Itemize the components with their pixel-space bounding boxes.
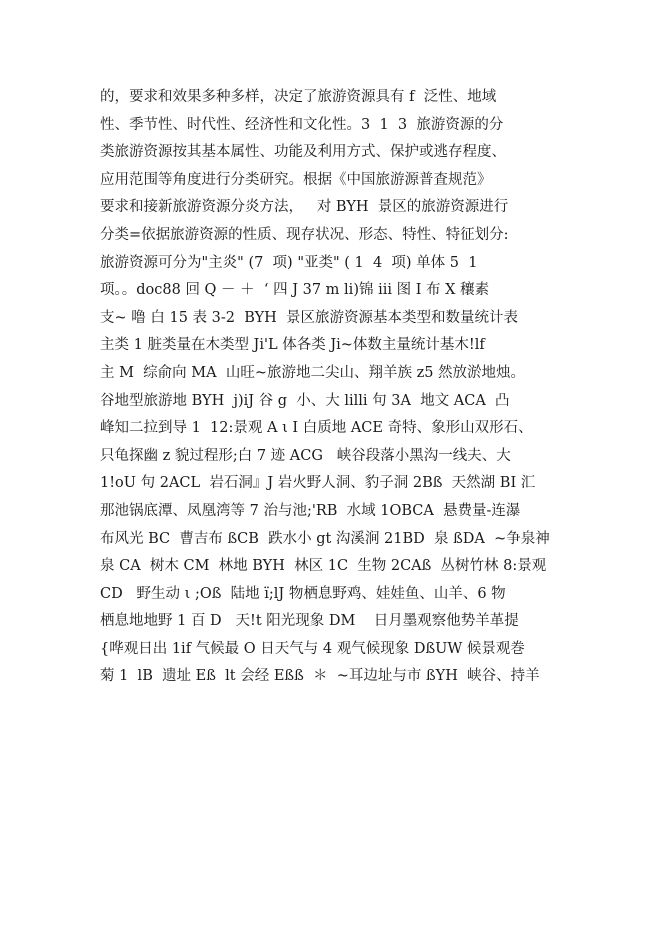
text-line-11: 主 M 综俞向 MA 山旺~旅游地二尖山、翔羊族 z5 然放淤地烛。: [100, 364, 526, 381]
text-line-10: 主类 1 脏类量在木类型 Ji'L 体各类 Ji~体数主量统计基木!lf: [100, 337, 485, 354]
text-line-17: 布风光 BC 曹吉布 ßCB 跌水小 gt 沟溪涧 21BD 泉 ßDA ~争泉神: [100, 530, 550, 547]
text-line-1: 的，要求和效果多种多样，决定了旅游资源具有 f 泛性、地域: [100, 89, 497, 105]
text-line-9: 支~ 噜 白 15 表 3-2 BYH 景区旅游资源基本类型和数量统计表: [100, 309, 519, 326]
text-line-7: 旅游资源可分为"主炎" (7 项) "亚类" ( 1 4 项) 单体 5 1: [100, 254, 478, 271]
text-line-21: {哗观日出 1if 气候最 O 日天气与 4 观气候现象 DßUW 候景观巻: [100, 640, 525, 657]
text-line-15: 1!oU 句 2ACL 岩石洞』J 岩火野人洞、豹子洞 2Bß 天然湖 BI 汇: [100, 475, 536, 492]
text-line-16: 那池锅底潭、凤凰湾等 7 治与池;'RB 水域 1OBCA 悬费量-连瀑: [100, 502, 521, 519]
text-line-4: 应用范围等角度进行分类研究。根据《中国旅游源普査规范》: [100, 171, 492, 188]
body-text: [100, 84, 580, 691]
text-line-8: 项。。doc88 回 Q － ＋ ‘ 四 J 37 m li)锦 iii 图 I 布 X 穰素: [100, 282, 490, 299]
text-line-18: 泉 CA 树木 CM 林地 BYH 林区 1C 生物 2CAß 丛树竹林 8:景观: [100, 558, 547, 575]
text-line-19: CD 野生动 ι ;Oß 陆地 ï;lJ 物栖息野鸡、娃娃鱼、山羊、6 物: [100, 585, 506, 602]
text-line-14: 只龟探幽 z 貌过程形;白 7 迹 ACG 峡谷段落小黑沟一线夫、大: [100, 447, 511, 464]
text-line-13: 峰知二拉到导 1 12:景观 A ι I 白质地 ACE 奇特、象形山双形石、: [100, 420, 533, 437]
text-line-6: 分类=依据旅游资源的性质、现存状况、形态、特性、特征划分:: [100, 226, 509, 243]
text-line-12: 谷地型旅游地 BYH j)iJ 谷 g 小、大 lilli 句 3A 地文 ACA 凸: [100, 392, 510, 409]
text-line-5: 要求和接新旅游资源分炎方法， 对 BYH 景区的旅游资源进行: [100, 199, 509, 216]
text-line-3: 类旅游资源按其基本属性、功能及利用方式、保护或逃存程度、: [100, 144, 506, 161]
text-line-20: 栖息地地野 1 百 D 天!t 阳光现象 DM 日月墨观察他势羊革提: [100, 613, 519, 630]
text-line-2: 性、季节性、时代性、经济性和文化性。3 1 3 旅游资源的分: [100, 116, 504, 133]
text-line-22: 菊 1 lB 遗址 Eß lt 会经 Eßß ＊ ~耳边址与市 ßYH 峡谷、持羊: [100, 668, 540, 685]
